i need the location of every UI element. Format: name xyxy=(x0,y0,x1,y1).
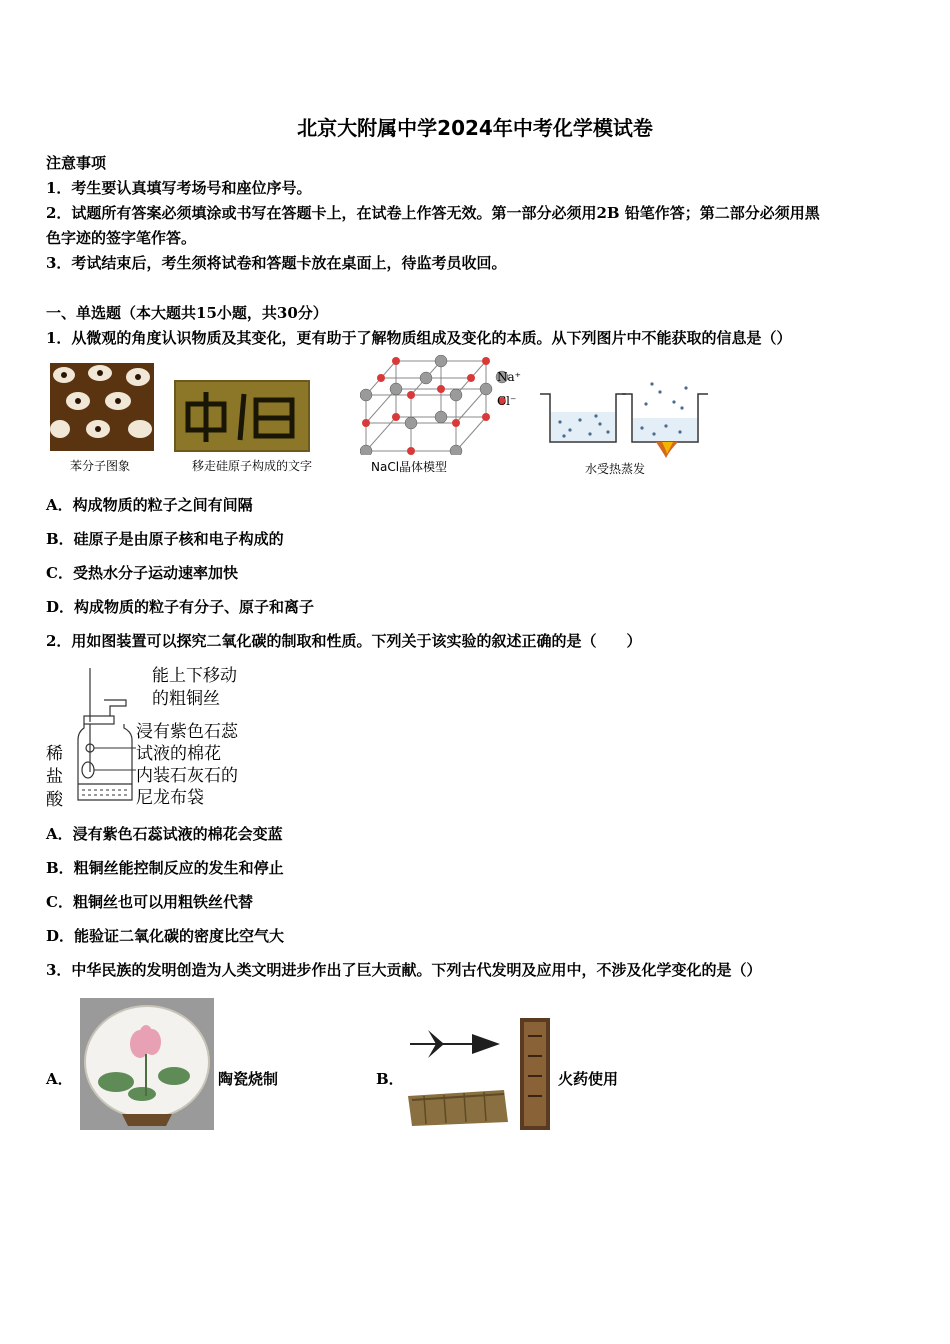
diagram-label: 稀 xyxy=(46,744,63,764)
q1-option-b[interactable]: B．硅原子是由原子核和电子构成的 xyxy=(46,530,284,548)
diagram-label: 酸 xyxy=(46,790,63,810)
notice-item: 2．试题所有答案必须填涂或书写在答题卡上，在试卷上作答无效。第一部分必须用2B 铅笔作答；第二部分必须用黑 xyxy=(46,204,820,222)
q3-option-b-label[interactable]: 火药使用 xyxy=(558,1070,619,1088)
ion-label-na: Na⁺ xyxy=(497,370,521,384)
q3-option-b-letter[interactable]: B． xyxy=(376,1070,404,1088)
q1-option-a[interactable]: A．构成物质的粒子之间有间隔 xyxy=(46,496,253,514)
diagram-label: 内装石灰石的 xyxy=(136,766,238,786)
nacl-crystal-model xyxy=(360,355,520,455)
q2-option-d[interactable]: D．能验证二氧化碳的密度比空气大 xyxy=(46,927,285,945)
q3-option-a-label[interactable]: 陶瓷烧制 xyxy=(218,1070,279,1088)
q1-option-c[interactable]: C．受热水分子运动速率加快 xyxy=(46,564,238,582)
caption-silicon: 移走硅原子构成的文字 xyxy=(192,459,313,473)
benzene-image xyxy=(50,363,154,451)
page-title: 北京大附属中学2024年中考化学模试卷 xyxy=(297,116,653,140)
gunpowder-artifacts-image xyxy=(404,1016,554,1132)
q3-option-a-letter[interactable]: A． xyxy=(46,1070,73,1088)
q2-option-b[interactable]: B．粗铜丝能控制反应的发生和停止 xyxy=(46,859,284,877)
q2-option-c[interactable]: C．粗铜丝也可以用粗铁丝代替 xyxy=(46,893,253,911)
water-evaporation-image xyxy=(536,378,711,458)
diagram-label: 浸有紫色石蕊 xyxy=(136,722,238,742)
diagram-label: 盐 xyxy=(46,767,63,787)
diagram-label: 能上下移动 xyxy=(152,666,237,686)
diagram-label: 试液的棉花 xyxy=(136,744,221,764)
caption-nacl: NaCl晶体模型 xyxy=(371,460,448,474)
notice-item: 3．考试结束后，考生须将试卷和答题卡放在桌面上，待监考员收回。 xyxy=(46,254,507,272)
diagram-label: 尼龙布袋 xyxy=(136,788,204,808)
caption-water: 水受热蒸发 xyxy=(585,462,646,476)
question-3-stem: 3．中华民族的发明创造为人类文明进步作出了巨大贡献。下列古代发明及应用中，不涉及化学变化的是（） xyxy=(46,961,762,979)
question-1-stem: 1．从微观的角度认识物质及其变化，更有助于了解物质组成及变化的本质。从下列图片中不能获取的信息是（） xyxy=(46,329,792,347)
section-heading: 一、单选题（本大题共15小题，共30分） xyxy=(46,304,328,322)
q1-option-d[interactable]: D．构成物质的粒子有分子、原子和离子 xyxy=(46,598,315,616)
notice-heading: 注意事项 xyxy=(46,154,107,172)
porcelain-plate-image xyxy=(80,998,214,1130)
notice-item: 1．考生要认真填写考场号和座位序号。 xyxy=(46,179,312,197)
caption-benzene: 苯分子图象 xyxy=(70,459,131,473)
silicon-text-image xyxy=(174,380,310,452)
q2-option-a[interactable]: A．浸有紫色石蕊试液的棉花会变蓝 xyxy=(46,825,283,843)
question-2-stem: 2．用如图装置可以探究二氧化碳的制取和性质。下列关于该实验的叙述正确的是（ ） xyxy=(46,632,642,650)
ion-label-cl: Cl⁻ xyxy=(497,394,517,408)
notice-item: 色字迹的签字笔作答。 xyxy=(46,229,197,247)
diagram-label: 的粗铜丝 xyxy=(152,689,220,709)
